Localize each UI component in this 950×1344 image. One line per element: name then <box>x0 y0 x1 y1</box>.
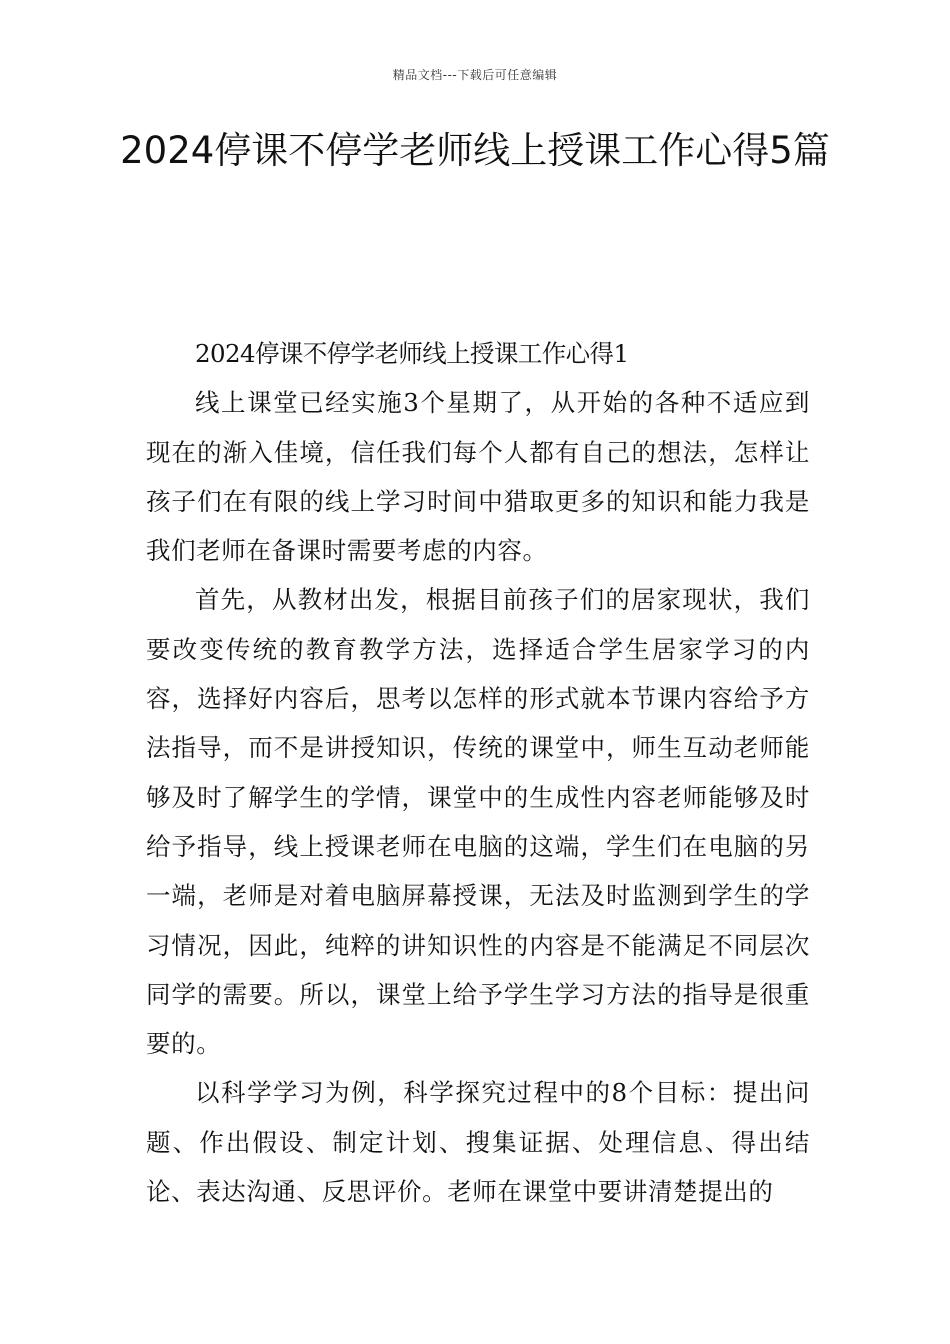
section-heading: 2024停课不停学老师线上授课工作心得1 <box>195 339 629 368</box>
body-paragraph: 以科学学习为例，科学探究过程中的8个目标：提出问题、作出假设、制定计划、搜集证据、处理信息、得出结论、表达沟通、反思评价。老师在课堂中要讲清楚提出的 <box>146 1078 810 1207</box>
document-body <box>146 329 810 1216</box>
document-title: 2024停课不停学老师线上授课工作心得5篇 <box>120 129 830 172</box>
body-paragraph: 线上课堂已经实施3个星期了，从开始的各种不适应到现在的渐入佳境，信任我们每个人都有自己的想法，怎样让孩子们在有限的线上学习时间中猎取更多的知识和能力我是我们老师在备课时需要考虑的内容。 <box>146 388 810 566</box>
body-paragraph: 首先，从教材出发，根据目前孩子们的居家现状，我们要改变传统的教育教学方法，选择适合学生居家学习的内容，选择好内容后，思考以怎样的形式就本节课内容给予方法指导，而不是讲授知识，传统的课堂中，师生互动老师能够及时了解学生的学情，课堂中的生成性内容老师能够及时给予指导，线上授课老师在电脑的这端，学生们在电脑的另一端，老师是对着电脑屏幕授课，无法及时监测到学生的学习情况，因此，纯粹的讲知识性的内容是不能满足不同层次同学的需要。所以，课堂上给予学生学习方法的指导是很重要的。 <box>146 585 810 1059</box>
header-note: 精品文档---下载后可任意编辑 <box>392 68 558 82</box>
